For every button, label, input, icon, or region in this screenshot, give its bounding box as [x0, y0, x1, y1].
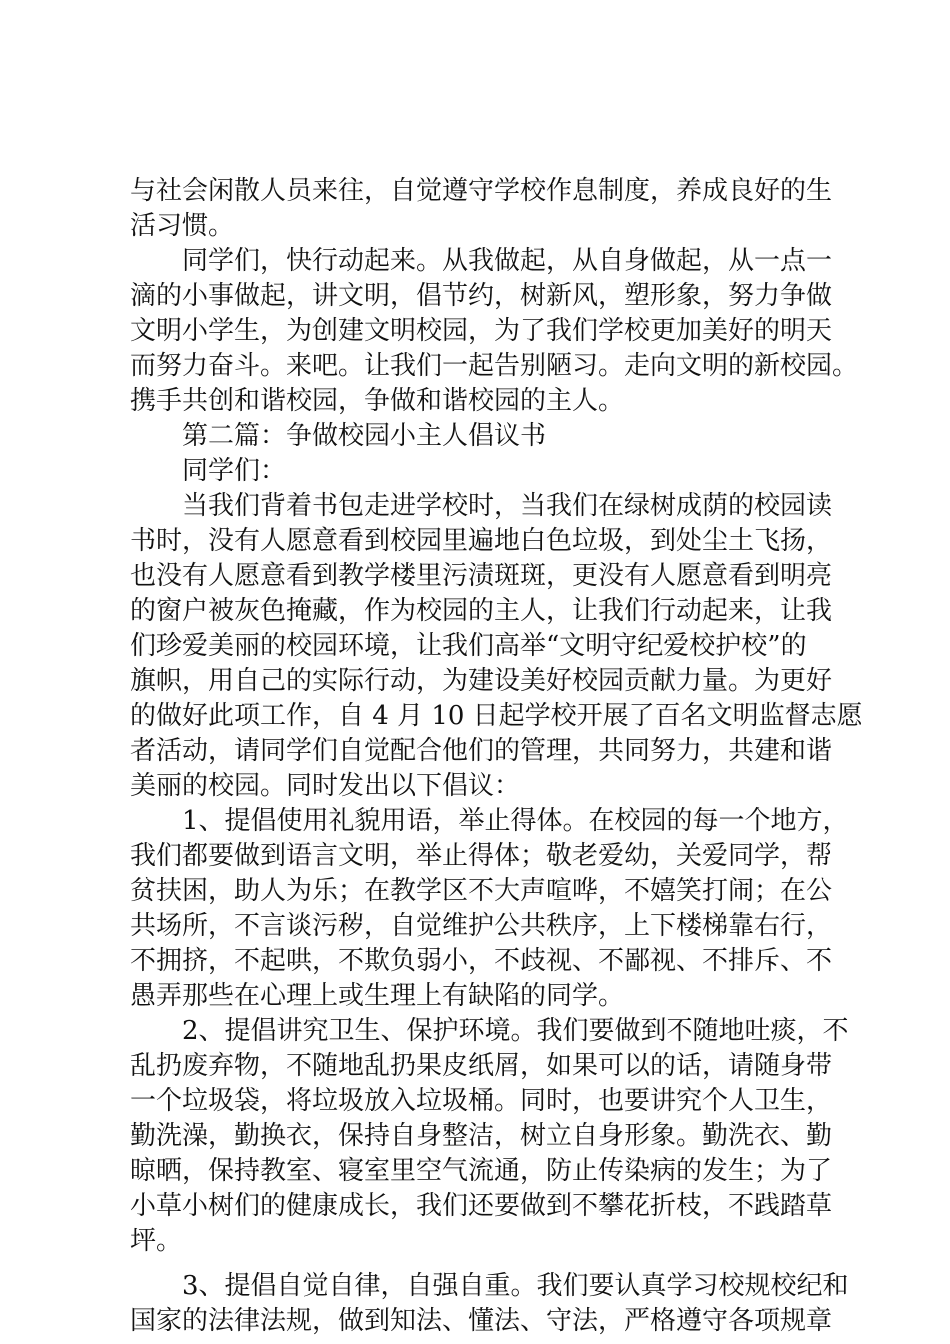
- text-line: 乱扔废弃物，不随地乱扔果皮纸屑，如果可以的话，请随身带: [130, 1051, 833, 1081]
- text-line: 愚弄那些在心理上或生理上有缺陷的同学。: [130, 981, 625, 1011]
- paragraph-gap: [130, 1259, 850, 1269]
- text-line: 的做好此项工作，自 4 月 10 日起学校开展了百名文明监督志愿: [130, 701, 863, 731]
- text-line: 共场所，不言谈污秽，自觉维护公共秩序，上下楼梯靠右行，: [130, 911, 833, 941]
- text-line: 一个垃圾袋，将垃圾放入垃圾桶。同时，也要讲究个人卫生，: [130, 1086, 833, 1116]
- text-line: 同学们：: [182, 456, 287, 486]
- text-line: 文明小学生，为创建文明校园，为了我们学校更加美好的明天: [130, 316, 833, 346]
- text-line: 同学们，快行动起来。从我做起，从自身做起，从一点一: [182, 246, 833, 276]
- text-line: 者活动，请同学们自觉配合他们的管理，共同努力，共建和谐: [130, 736, 833, 766]
- text-line: 活习惯。: [130, 211, 235, 241]
- text-line: 3、提倡自觉自律，自强自重。我们要认真学习校规校纪和: [182, 1271, 849, 1301]
- document-body: [130, 174, 863, 1339]
- text-line: 携手共创和谐校园，争做和谐校园的主人。: [130, 386, 625, 416]
- text-line: 们珍爱美丽的校园环境，让我们高举“文明守纪爱校护校”的: [130, 631, 807, 661]
- text-line: 不拥挤，不起哄，不欺负弱小，不歧视、不鄙视、不排斥、不: [130, 946, 833, 976]
- text-line: 也没有人愿意看到教学楼里污渍斑斑，更没有人愿意看到明亮: [130, 561, 833, 591]
- text-line: 我们都要做到语言文明，举止得体；敬老爱幼，关爱同学，帮: [130, 841, 833, 871]
- text-line: 晾晒，保持教室、寝室里空气流通，防止传染病的发生；为了: [130, 1156, 833, 1186]
- text-line: 贫扶困，助人为乐；在教学区不大声喧哗，不嬉笑打闹；在公: [130, 876, 833, 906]
- text-line: 书时，没有人愿意看到校园里遍地白色垃圾，到处尘土飞扬，: [130, 526, 833, 556]
- text-line: 2、提倡讲究卫生、保护环境。我们要做到不随地吐痰，不: [182, 1016, 849, 1046]
- text-line: 国家的法律法规，做到知法、懂法、守法，严格遵守各项规章: [130, 1306, 833, 1336]
- text-line: 滴的小事做起，讲文明，倡节约，树新风，塑形象，努力争做: [130, 281, 833, 311]
- text-line: 的窗户被灰色掩藏，作为校园的主人，让我们行动起来，让我: [130, 596, 833, 626]
- text-line: 而努力奋斗。来吧。让我们一起告别陋习。走向文明的新校园。: [130, 351, 859, 381]
- text-line: 与社会闲散人员来往，自觉遵守学校作息制度，养成良好的生: [130, 176, 833, 206]
- text-line: 旗帜，用自己的实际行动，为建设美好校园贡献力量。为更好: [130, 666, 833, 696]
- text-line: 坪。: [130, 1226, 183, 1256]
- text-line: 勤洗澡，勤换衣，保持自身整洁，树立自身形象。勤洗衣、勤: [130, 1121, 833, 1151]
- text-line: 第二篇：争做校园小主人倡议书: [182, 421, 547, 451]
- text-line: 当我们背着书包走进学校时，当我们在绿树成荫的校园读: [182, 491, 833, 521]
- text-line: 美丽的校园。同时发出以下倡议：: [130, 771, 521, 801]
- text-line: 小草小树们的健康成长，我们还要做到不攀花折枝，不践踏草: [130, 1191, 833, 1221]
- text-line: 1、提倡使用礼貌用语，举止得体。在校园的每一个地方，: [182, 806, 849, 836]
